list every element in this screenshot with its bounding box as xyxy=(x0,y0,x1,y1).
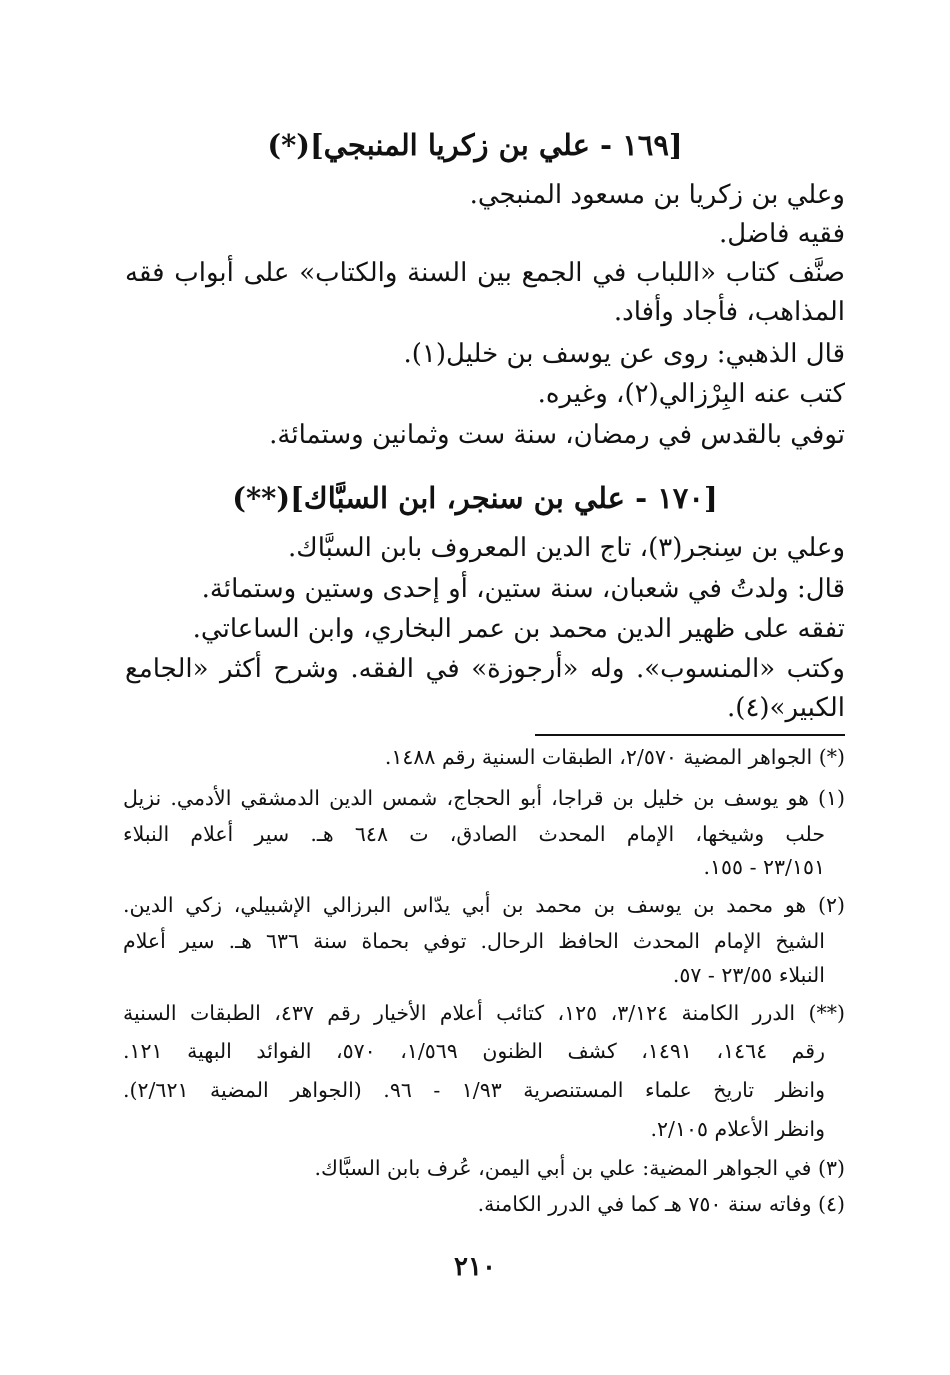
entry-170-line-4: وكتب «المنسوب». وله «أرجوزة» في الفقه. وشرح أكثر «الجامع xyxy=(125,654,845,684)
entry-169-line-3: صنَّف كتاب «اللباب في الجمع بين السنة والكتاب» على أبواب فقه xyxy=(125,258,845,288)
entry-169-heading: [١٦٩ - علي بن زكريا المنبجي](*) xyxy=(267,128,683,162)
entry-170-line-1: وعلي بن سِنجر(٣)، تاج الدين المعروف بابن السبَّاك. xyxy=(288,533,845,563)
entry-170-line-2: قال: ولدتُ في شعبان، سنة ستين، أو إحدى وستين وستمائة. xyxy=(201,574,845,604)
footnote-star: (*) الجواهر المضية ٢/٥٧٠، الطبقات السنية رقم ١٤٨٨. xyxy=(384,745,845,769)
entry-170-line-3: تفقه على ظهير الدين محمد بن عمر البخاري، وابن الساعاتي. xyxy=(192,614,845,644)
page-number: ٢١٠ xyxy=(454,1252,496,1282)
footnote-3: (٣) في الجواهر المضية: علي بن أبي اليمن، عُرف بابن السبَّاك. xyxy=(314,1156,845,1180)
footnote-separator xyxy=(535,734,845,736)
entry-169-line-6: كتب عنه البِرْزالي(٢)، وغيره. xyxy=(537,379,845,409)
entry-170-line-5: الكبير»(٤). xyxy=(727,693,845,723)
footnote-1-line-2: حلب وشيخها، الإمام المحدث الصادق، ت ٦٤٨ هـ. سير أعلام النبلاء xyxy=(123,822,825,846)
footnote-1-line-1: (١) هو يوسف بن خليل بن قراجا، أبو الحجاج، شمس الدين الدمشقي الأدمي. نزيل xyxy=(123,786,845,810)
entry-169-line-4: المذاهب، فأجاد وأفاد. xyxy=(613,297,845,327)
entry-170-heading: [١٧٠ - علي بن سنجر، ابن السبَّاك](**) xyxy=(232,481,718,515)
entry-169-line-1: وعلي بن زكريا بن مسعود المنبجي. xyxy=(469,180,845,210)
footnote-double-star-line-1: (**) الدرر الكامنة ٣/١٢٤، ١٢٥، كتائب أعلام الأخيار رقم ٤٣٧، الطبقات السنية xyxy=(123,1001,845,1025)
footnote-2-line-1: (٢) هو محمد بن يوسف بن محمد بن أبي يدّاس البرزالي الإشبيلي، زكي الدين. xyxy=(123,893,845,917)
footnote-4: (٤) وفاته سنة ٧٥٠ هـ كما في الدرر الكامنة. xyxy=(477,1192,845,1216)
footnote-2-line-2: الشيخ الإمام المحدث الحافظ الرحال. توفي بحماة سنة ٦٣٦ هـ. سير أعلام xyxy=(123,929,825,953)
entry-169-line-7: توفي بالقدس في رمضان، سنة ست وثمانين وستمائة. xyxy=(269,420,845,450)
footnote-2-line-3: النبلاء ٢٣/٥٥ - ٥٧. xyxy=(672,963,825,987)
footnote-1-line-3: ٢٣/١٥١ - ١٥٥. xyxy=(703,855,825,879)
footnote-double-star-line-3: وانظر تاريخ علماء المستنصرية ١/٩٣ - ٩٦. (الجواهر المضية ٢/٦٢١). xyxy=(123,1078,825,1102)
entry-169-line-5: قال الذهبي: روى عن يوسف بن خليل(١). xyxy=(403,339,845,369)
entry-169-line-2: فقيه فاضل. xyxy=(718,219,845,249)
footnote-double-star-line-4: وانظر الأعلام ٢/١٠٥. xyxy=(650,1117,825,1141)
footnote-double-star-line-2: رقم ١٤٦٤، ١٤٩١، كشف الظنون ١/٥٦٩، ٥٧٠، الفوائد البهية ١٢١. xyxy=(123,1039,826,1063)
